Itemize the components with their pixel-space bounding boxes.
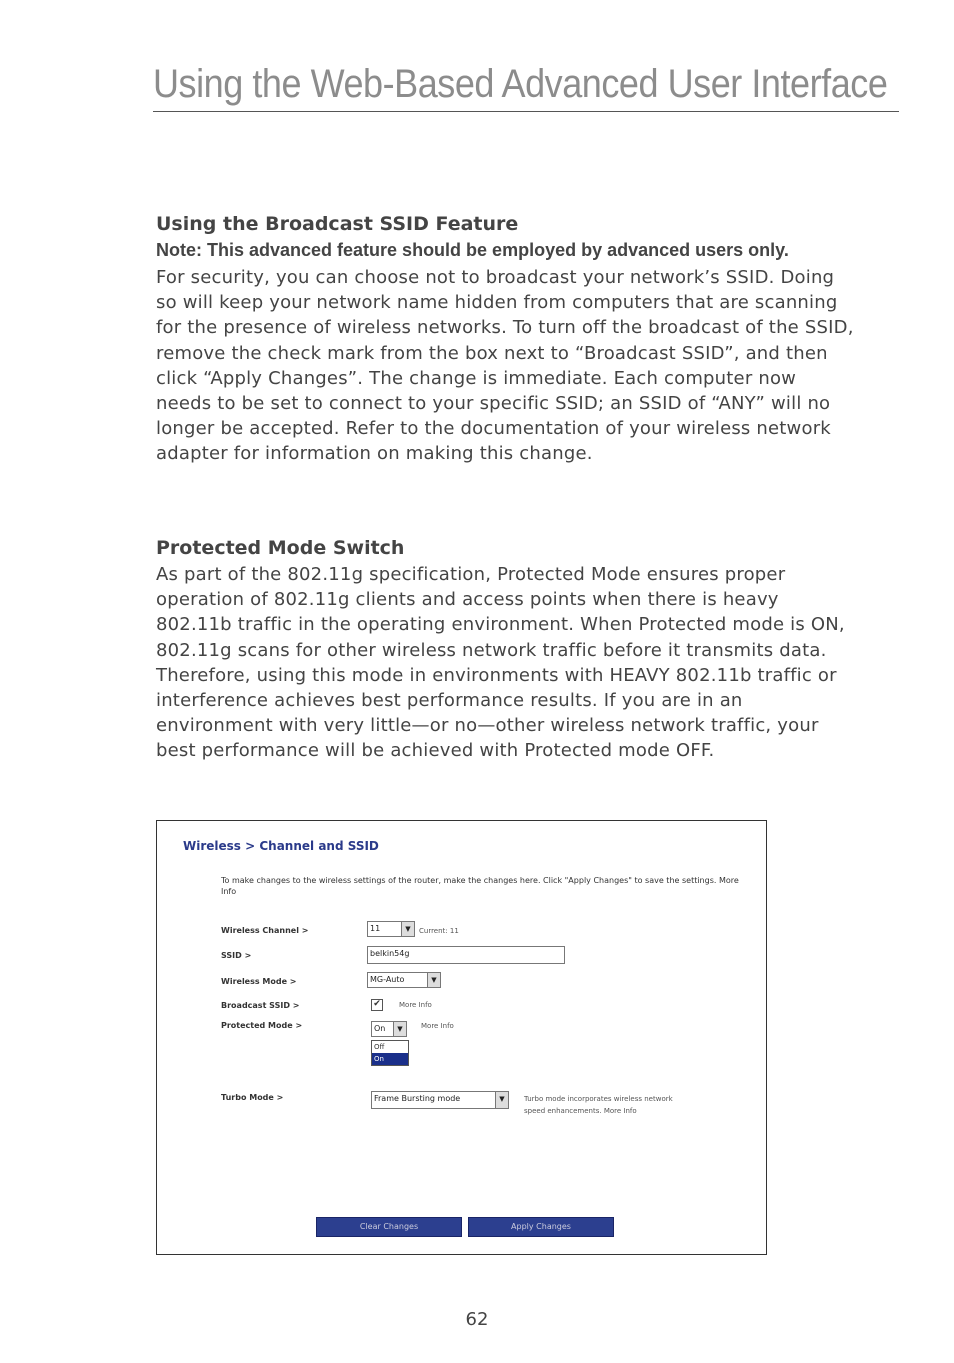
- protected-option-off[interactable]: Off: [374, 1043, 385, 1051]
- protected-mode-heading: Protected Mode Switch: [156, 537, 405, 559]
- wireless-channel-select[interactable]: [367, 921, 415, 937]
- ssid-input[interactable]: [367, 946, 565, 964]
- chevron-down-icon: ▼: [495, 1092, 508, 1108]
- broadcast-more-info-link[interactable]: More Info: [399, 1001, 432, 1009]
- protected-mode-value: On: [374, 1024, 386, 1033]
- apply-changes-button[interactable]: Apply Changes: [468, 1217, 614, 1237]
- current-channel-text: Current: 11: [419, 927, 459, 935]
- protected-more-info-link[interactable]: More Info: [421, 1022, 454, 1030]
- protected-option-on[interactable]: On: [372, 1053, 408, 1065]
- broadcast-ssid-paragraph: For security, you can choose not to broadcast your network’s SSID. Doing so will keep your network name hidden from computers that are scanning for the presence of wireless networks. To turn off the broadcast of the SSID, remove the check mark from the box next to “Broadcast SSID”, and then click “Apply Changes”. The change is immediate. Each computer now needs to be set to connect to your specific SSID; an SSID of “ANY” will no longer be accepted. Refer to the documentation of your wireless network adapter for information on making this change.: [156, 267, 854, 465]
- chevron-down-icon: ▼: [393, 1022, 406, 1036]
- chevron-down-icon: ▼: [427, 973, 440, 987]
- wireless-channel-label: Wireless Channel >: [221, 926, 309, 935]
- page-title: Using the Web-Based Advanced User Interface: [153, 62, 888, 106]
- title-rule: [153, 111, 899, 112]
- wireless-channel-value: 11: [370, 924, 381, 933]
- ssid-value: belkin54g: [370, 949, 410, 958]
- turbo-mode-note: Turbo mode incorporates wireless network speed enhancements. More Info: [524, 1095, 673, 1115]
- protected-mode-paragraph: As part of the 802.11g specification, Protected Mode ensures proper operation of 802.11g clients and access points when there is heavy 802.11b traffic in the operating environment. When Protected mode is ON, 802.11g scans for other wireless network traffic before it transmits data. Therefore, using this mode in environments with HEAVY 802.11b traffic or interference achieves best performance results. If you are in an environment with very little—or no—other wireless network traffic, your best performance will be achieved with Protected mode OFF.: [156, 564, 845, 762]
- screenshot-title: Wireless > Channel and SSID: [183, 839, 379, 853]
- protected-mode-options: [371, 1040, 409, 1066]
- ssid-label: SSID >: [221, 951, 252, 960]
- wireless-mode-label: Wireless Mode >: [221, 977, 297, 986]
- wireless-mode-select[interactable]: [367, 972, 441, 988]
- channel-ssid-screenshot: [156, 820, 767, 1255]
- clear-changes-button[interactable]: Clear Changes: [316, 1217, 462, 1237]
- broadcast-ssid-label: Broadcast SSID >: [221, 1001, 300, 1010]
- protected-mode-select[interactable]: [371, 1021, 407, 1037]
- screenshot-intro: To make changes to the wireless settings of the router, make the changes here. Click "Apply Changes" to save the settings. More Info: [221, 876, 739, 896]
- turbo-mode-value: Frame Bursting mode: [374, 1094, 461, 1103]
- wireless-mode-value: MG-Auto: [370, 975, 405, 984]
- chevron-down-icon: ▼: [401, 922, 414, 936]
- protected-mode-label: Protected Mode >: [221, 1021, 303, 1030]
- broadcast-ssid-heading: Using the Broadcast SSID Feature: [156, 213, 519, 235]
- broadcast-ssid-checkbox[interactable]: ✔: [371, 999, 383, 1011]
- turbo-mode-label: Turbo Mode >: [221, 1093, 284, 1102]
- advanced-users-note: Note: This advanced feature should be employed by advanced users only.: [156, 240, 789, 260]
- page-number: 62: [465, 1309, 489, 1330]
- turbo-mode-select[interactable]: [371, 1091, 509, 1109]
